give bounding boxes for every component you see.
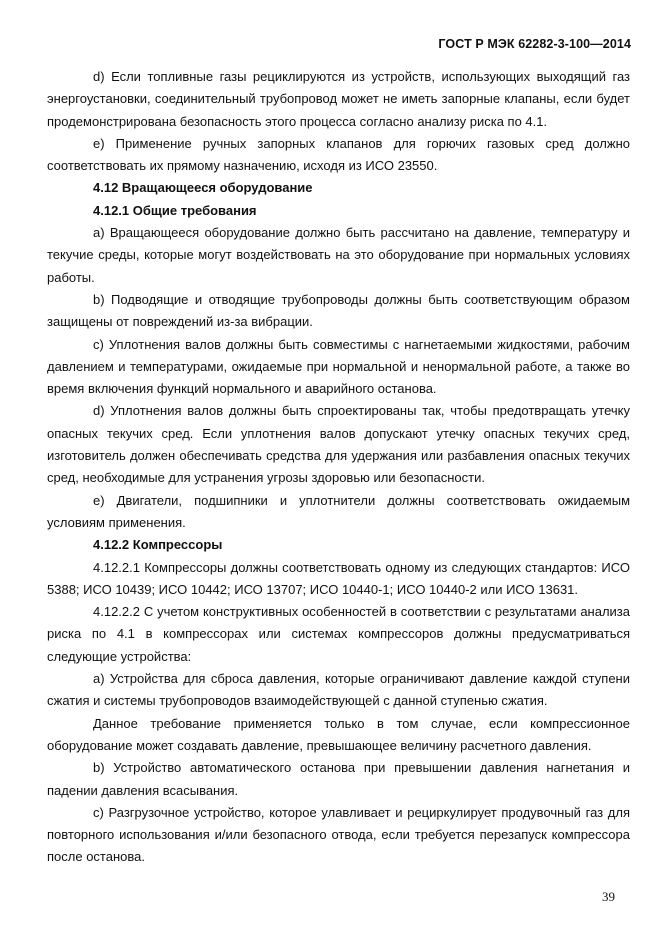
document-body xyxy=(47,66,630,869)
section-heading-4-12: 4.12 Вращающееся оборудование xyxy=(93,180,313,196)
paragraph-e-manual-valves: e) Применение ручных запорных клапанов для горючих газовых сред должно соответствовать их прямому назначению, исходя из ИСО 23550. xyxy=(47,135,630,174)
paragraph-b-auto-shutdown: b) Устройство автоматического останова при превышении давления нагнетания и падении давления всасывания. xyxy=(47,760,630,798)
paragraph-c-shaft-seals: c) Уплотнения валов должны быть совместимы с нагнетаемыми жидкостями, рабочим давлением и температурами, ожидаемые при нормальной и ненормальной работе, а также во время включения функций нормального и аварийного останова. xyxy=(47,336,630,397)
paragraph-a-rotating-equipment: a) Вращающееся оборудование должно быть рассчитано на давление, температуру и текучие среды, которые могут воздействовать на это оборудование при нормальных условиях работы. xyxy=(47,225,630,285)
paragraph-b-pipelines: b) Подводящие и отводящие трубопроводы должны быть соответствующим образом защищены от повреждений из-за вибрации. xyxy=(47,291,630,330)
paragraph-4-12-2-1: 4.12.2.1 Компрессоры должны соответствовать одному из следующих стандартов: ИСО 5388; ИСО 10439; ИСО 10442; ИСО 13707; ИСО 10440-1; ИСО 10440-2 или ИСО 13631. xyxy=(47,559,630,597)
paragraph-c-unloading-device: c) Разгрузочное устройство, которое улавливает и рециркулирует продувочный газ для повторного использования и/или безопасного отвода, если требуется перезапуск компрессора после останова. xyxy=(47,804,630,865)
paragraph-e-motors-bearings: e) Двигатели, подшипники и уплотнители должны соответствовать ожидаемым условиям применения. xyxy=(47,492,630,530)
section-heading-4-12-2: 4.12.2 Компрессоры xyxy=(93,537,223,553)
paragraph-d-shaft-seals-leak: d) Уплотнения валов должны быть спроектированы так, чтобы предотвращать утечку опасных текучих сред. Если уплотнения валов допускают утечку опасных текучих сред, изготовитель должен обеспечивать средства для удержания или разбавления опасных текучих сред, необходимые для устранения угрозы здоровью или безопасности. xyxy=(47,403,630,486)
section-heading-4-12-1: 4.12.1 Общие требования xyxy=(93,202,257,218)
paragraph-4-12-2-2: 4.12.2.2 С учетом конструктивных особенностей в соответствии с результатами анализа риска по 4.1 в компрессорах или системах компрессоров должны предусматриваться следующие устройства: xyxy=(47,604,630,664)
document-header: ГОСТ Р МЭК 62282-3-100—2014 xyxy=(438,37,631,51)
paragraph-a-pressure-relief: a) Устройства для сброса давления, которые ограничивают давление каждой ступени сжатия и системы трубопроводов взаимодействующей с данной ступенью сжатия. xyxy=(47,671,630,709)
page-number: 39 xyxy=(602,889,615,904)
paragraph-requirement-note: Данное требование применяется только в том случае, если компрессионное оборудование может создавать давление, превышающее величину расчетного давления. xyxy=(47,715,630,753)
paragraph-d-recycled-gases: d) Если топливные газы рециклируются из устройств, использующих выходящий газ энергоустановки, соединительный трубопровод может не иметь запорные клапаны, если будет продемонстрирована безопасность этого процесса согласно анализу риска по 4.1. xyxy=(47,69,630,129)
